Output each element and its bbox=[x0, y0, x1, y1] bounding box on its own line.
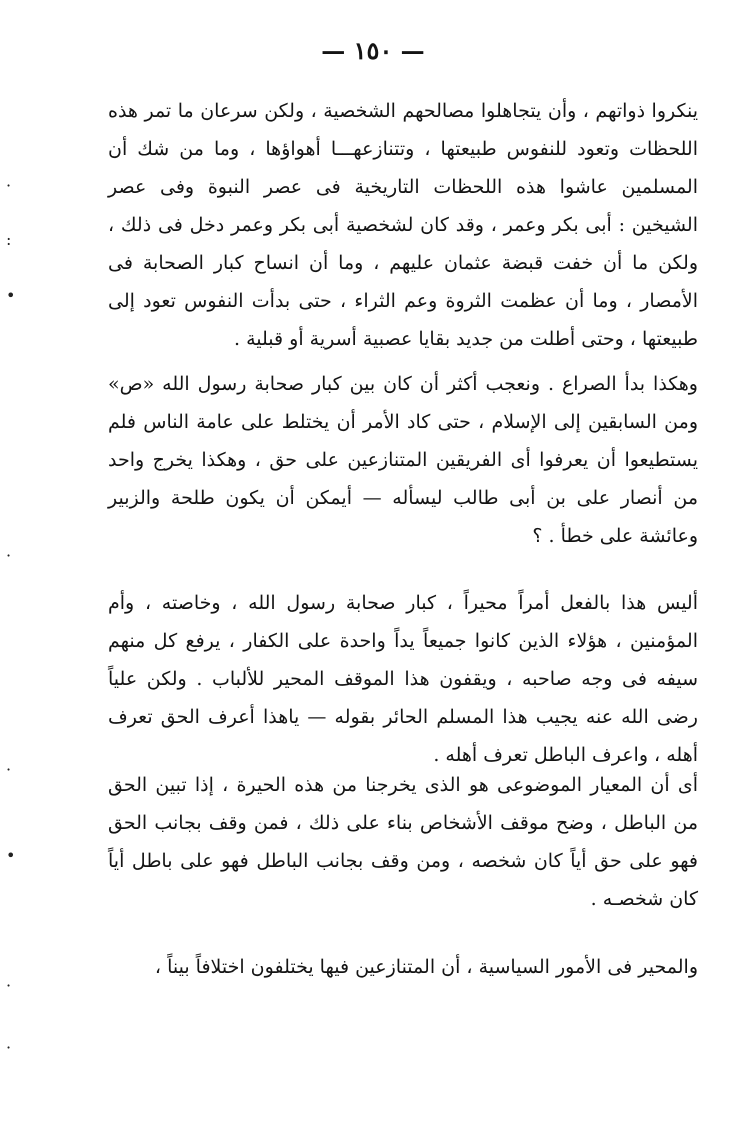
margin-speck: · bbox=[6, 176, 12, 195]
paragraph-text: أليس هذا بالفعل أمراً محيراً ، كبار صحابة رسول الله ، وخاصته ، وأم المؤمنين ، هؤلاء الذين كانوا جميعاً يداً واحدة على الكفار ، يرفع كل منهم سيفه فى وجه صاحبه ، ويقفون هذا الموقف المحير للألباب . ولكن علياً رضى الله عنه يجيب هذا المسلم الحائر بقوله — ياهذا أعرف الحق تعرف أهله ، واعرف الباطل تعرف أهله . bbox=[108, 592, 698, 766]
paragraph-5 bbox=[108, 948, 698, 986]
margin-speck: · bbox=[6, 976, 12, 995]
paragraph-3 bbox=[108, 584, 698, 774]
paragraph-text: والمحير فى الأمور السياسية ، أن المتنازعين فيها يختلفون اختلافاً بيناً ، bbox=[154, 956, 698, 978]
margin-speck: : bbox=[6, 230, 12, 249]
margin-speck: • bbox=[6, 286, 16, 305]
paragraph-2 bbox=[108, 365, 698, 555]
margin-speck: • bbox=[6, 846, 16, 865]
page-number: — ١٥٠ — bbox=[321, 36, 425, 65]
margin-speck: · bbox=[6, 760, 12, 779]
paragraph-4 bbox=[108, 766, 698, 918]
paragraph-text: أى أن المعيار الموضوعى هو الذى يخرجنا من هذه الحيرة ، إذا تبين الحق من الباطل ، وضح موقف الأشخاص بناء على ذلك ، فمن وقف بجانب الحق فهو على حق أياً كان شخصه ، ومن وقف بجانب الباطل فهو على باطل أياً كان شخصـه . bbox=[108, 774, 698, 910]
paragraph-text: وهكذا بدأ الصراع . ونعجب أكثر أن كان بين كبار صحابة رسول الله «ص» ومن السابقين إلى الإسلام ، حتى كاد الأمر أن يختلط على عامة الناس فلم يستطيعوا أن يعرفوا أى الفريقين المتنازعين على حق ، وهكذا يخرج واحد من أنصار على بن أبى طالب ليسأله — أيمكن أن يكون طلحة والزبير وعائشة على خطأ . ؟ bbox=[108, 373, 698, 547]
margin-speck: · bbox=[6, 546, 12, 565]
paragraph-1 bbox=[108, 92, 698, 358]
paragraph-text: ينكروا ذواتهم ، وأن يتجاهلوا مصالحهم الشخصية ، ولكن سرعان ما تمر هذه اللحظات وتعود للنفوس طبيعتها ، وتتنازعهـــا أهواؤها ، وما من شك أن المسلمين عاشوا هذه اللحظات التاريخية فى عصر النبوة وفى عصر الشيخين : أبى بكر وعمر ، وقد كان لشخصية أبى بكر وعمر دخل فى ذلك ، ولكن ما أن خفت قبضة عثمان عليهم ، وما أن انساح كبار الصحابة فى الأمصار ، وما أن عظمت الثروة وعم الثراء ، حتى بدأت النفوس تعود إلى طبيعتها ، وحتى أطلت من جديد بقايا عصبية أسرية أو قبلية . bbox=[108, 100, 698, 350]
margin-speck: · bbox=[6, 1038, 12, 1057]
